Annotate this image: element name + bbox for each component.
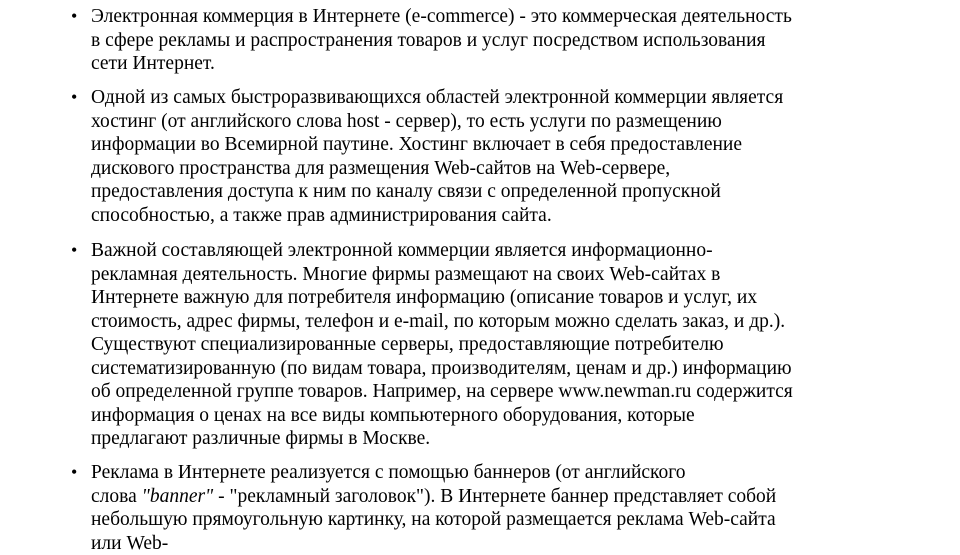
- text-line: или Web-: [91, 532, 891, 555]
- text-fragment: - "рекламный заголовок"). В Интернете баннер представляет собой: [213, 486, 776, 507]
- text-line: стоимость, адрес фирмы, телефон и e-mail, по которым можно сделать заказ, и др.).: [91, 310, 891, 334]
- text-line: рекламная деятельность. Многие фирмы размещают на своих Web-сайтах в: [91, 263, 891, 287]
- text-line: предоставления доступа к ним по каналу связи с определенной пропускной: [91, 180, 891, 204]
- text-line: дискового пространства для размещения Web-сайтов на Web-сервере,: [91, 157, 891, 181]
- bullet-information-advertising: [91, 239, 891, 451]
- text-line: • Одной из самых быстроразвивающихся областей электронной коммерции является: [91, 86, 891, 110]
- text-line: информации во Всемирной паутине. Хостинг включает в себя предоставление: [91, 133, 891, 157]
- text-line: Существуют специализированные серверы, предоставляющие потребителю: [91, 333, 891, 357]
- text-line: Интернете важную для потребителя информацию (описание товаров и услуг, их: [91, 286, 891, 310]
- text-fragment: слова: [91, 486, 142, 507]
- bullet-hosting: [91, 86, 891, 227]
- text-line: • Важной составляющей электронной коммерции является информационно-: [91, 239, 891, 263]
- text-line: информация о ценах на все виды компьютерного оборудования, которые: [91, 404, 891, 428]
- text-line: сети Интернет.: [91, 52, 891, 76]
- text-line: хостинг (от английского слова host - сервер), то есть услуги по размещению: [91, 110, 891, 134]
- text-line: предлагают различные фирмы в Москве.: [91, 427, 891, 451]
- bullet-banners: [91, 461, 891, 555]
- text-line: способностью, а также прав администрирования сайта.: [91, 204, 891, 228]
- bullet-ecommerce-definition: [91, 5, 891, 76]
- text-line: • Электронная коммерция в Интернете (e-commerce) - это коммерческая деятельность: [91, 5, 891, 29]
- text-line: систематизированную (по видам товара, производителям, ценам и др.) информацию: [91, 357, 891, 381]
- text-line: небольшую прямоугольную картинку, на которой размещается реклама Web-сайта: [91, 508, 891, 532]
- text-line: в сфере рекламы и распространения товаров и услуг посредством использования: [91, 29, 891, 53]
- text-line: [91, 485, 891, 509]
- text-line: об определенной группе товаров. Например, на сервере www.newman.ru содержится: [91, 380, 891, 404]
- text-line: • Реклама в Интернете реализуется с помощью баннеров (от английского: [91, 461, 891, 485]
- banner-term: "banner": [142, 486, 214, 507]
